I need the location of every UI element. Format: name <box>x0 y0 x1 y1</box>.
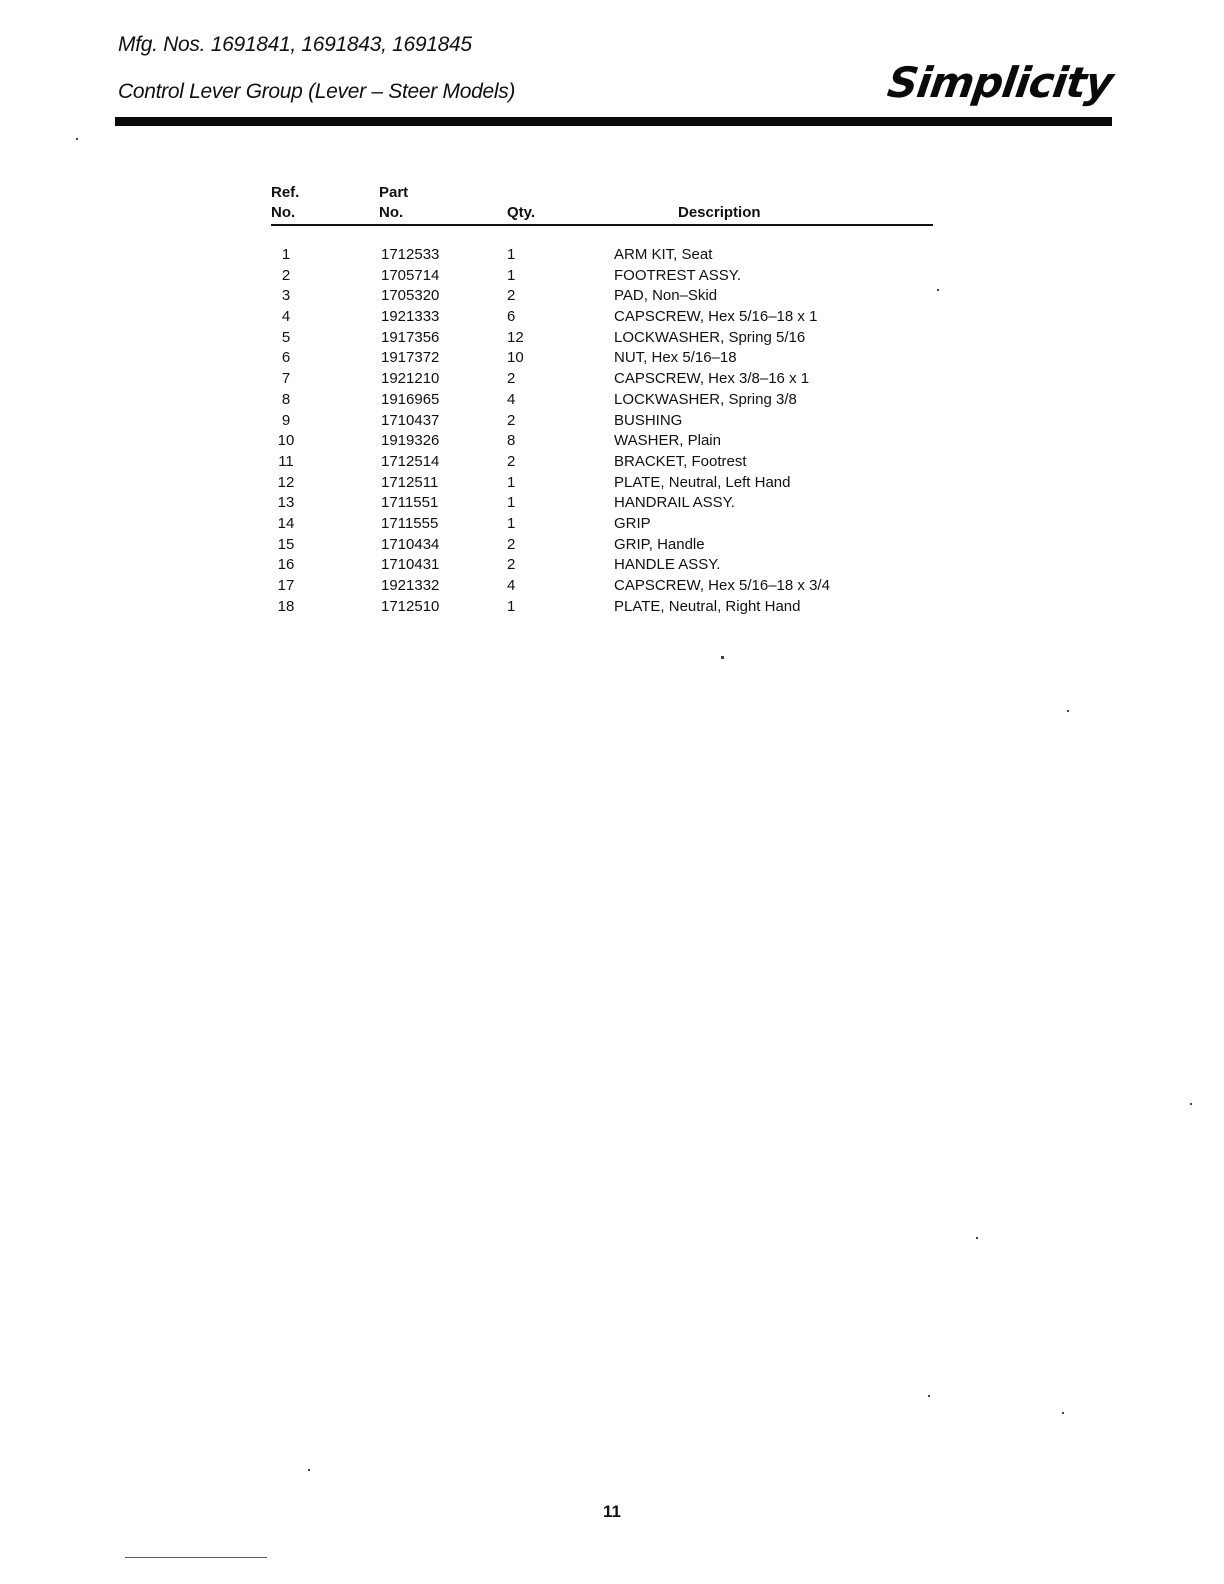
part-number-cell: 1921332 <box>381 577 440 594</box>
description-cell: GRIP, Handle <box>614 535 705 553</box>
table-row <box>271 245 933 266</box>
part-number-cell: 1916965 <box>381 390 440 408</box>
header-description: Description <box>678 204 761 221</box>
description-cell: CAPSCREW, Hex 5/16–18 x 1 <box>614 308 818 326</box>
description-cell: PLATE, Neutral, Right Hand <box>614 597 801 615</box>
description-cell: HANDRAIL ASSY. <box>614 494 735 512</box>
page-number: 11 <box>603 1502 621 1521</box>
ref-cell: 10 <box>277 432 295 450</box>
description-cell: BRACKET, Footrest <box>614 452 747 470</box>
ref-cell: 1 <box>281 246 291 263</box>
part-number-cell: 1711555 <box>381 514 439 532</box>
footer-link-line <box>125 1557 267 1558</box>
table-row <box>271 555 933 576</box>
qty-cell: 1 <box>507 246 516 263</box>
part-number-cell: 1917372 <box>381 349 440 367</box>
part-number-cell: 1712514 <box>381 452 440 470</box>
header-rule <box>115 117 1112 126</box>
header-part-top: Part <box>379 184 409 201</box>
ref-cell: 2 <box>281 266 291 284</box>
table-row <box>271 431 933 452</box>
table-row <box>271 576 933 597</box>
ref-cell: 7 <box>281 370 291 388</box>
qty-cell: 1 <box>507 514 516 532</box>
description-cell: FOOTREST ASSY. <box>614 266 741 284</box>
qty-cell: 2 <box>507 287 516 305</box>
qty-cell: 8 <box>507 432 516 450</box>
part-number-cell: 1712511 <box>381 473 439 491</box>
qty-cell: 2 <box>507 535 516 553</box>
ref-cell: 6 <box>281 349 291 367</box>
scan-speck <box>1190 1103 1192 1105</box>
part-number-cell: 1921210 <box>381 370 440 388</box>
description-cell: CAPSCREW, Hex 3/8–16 x 1 <box>614 370 810 388</box>
ref-cell: 11 <box>278 452 294 470</box>
ref-cell: 8 <box>281 390 291 408</box>
part-number-cell: 1711551 <box>381 494 439 512</box>
description-cell: PAD, Non–Skid <box>614 287 718 305</box>
table-row <box>271 452 933 473</box>
description-cell: BUSHING <box>614 411 683 429</box>
qty-cell: 12 <box>507 328 524 346</box>
part-number-cell: 1710437 <box>381 411 440 429</box>
table-row <box>271 535 933 556</box>
description-cell: PLATE, Neutral, Left Hand <box>614 473 791 491</box>
scan-speck <box>721 656 724 659</box>
description-cell: LOCKWASHER, Spring 3/8 <box>614 390 797 408</box>
header-ref-top: Ref. <box>271 184 300 201</box>
qty-cell: 2 <box>507 556 516 574</box>
header-mfg-numbers: Mfg. Nos. 1691841, 1691843, 1691845 <box>118 33 472 56</box>
qty-cell: 2 <box>507 452 516 470</box>
qty-cell: 10 <box>507 349 524 367</box>
simplicity-logo: Simplicity <box>884 58 1116 107</box>
ref-cell: 4 <box>281 308 291 326</box>
scan-speck <box>76 138 78 140</box>
scan-speck <box>937 289 939 291</box>
description-cell: WASHER, Plain <box>614 432 721 450</box>
ref-cell: 12 <box>277 473 295 491</box>
part-number-cell: 1710431 <box>381 556 440 574</box>
qty-cell: 1 <box>507 266 516 284</box>
ref-cell: 16 <box>277 556 295 574</box>
scan-speck <box>1067 710 1069 712</box>
qty-cell: 6 <box>507 308 516 326</box>
table-row <box>271 348 933 369</box>
description-cell: LOCKWASHER, Spring 5/16 <box>614 328 806 346</box>
qty-cell: 1 <box>507 597 516 615</box>
table-row <box>271 390 933 411</box>
qty-cell: 2 <box>507 370 516 388</box>
table-row <box>271 266 933 287</box>
ref-cell: 17 <box>277 577 295 594</box>
ref-cell: 13 <box>277 494 295 512</box>
part-number-cell: 1705320 <box>381 287 440 305</box>
table-row <box>271 493 933 514</box>
part-number-cell: 1917356 <box>381 328 440 346</box>
description-cell: NUT, Hex 5/16–18 <box>614 349 737 367</box>
scan-speck <box>976 1237 978 1239</box>
description-cell: CAPSCREW, Hex 5/16–18 x 3/4 <box>614 577 830 594</box>
ref-cell: 14 <box>277 514 295 532</box>
scan-speck <box>928 1395 930 1397</box>
table-row <box>271 369 933 390</box>
table-row <box>271 307 933 328</box>
header-group-title: Control Lever Group (Lever – Steer Models) <box>118 80 516 103</box>
table-row <box>271 328 933 349</box>
part-number-cell: 1705714 <box>381 266 440 284</box>
table-rows <box>271 245 933 617</box>
qty-cell: 4 <box>507 577 516 594</box>
scan-speck <box>308 1469 310 1471</box>
description-cell: ARM KIT, Seat <box>614 246 713 263</box>
header-rule-line <box>271 224 933 226</box>
header-qty: Qty. <box>507 204 536 221</box>
ref-cell: 9 <box>281 411 291 429</box>
table-row <box>271 411 933 432</box>
part-number-cell: 1712510 <box>381 597 440 615</box>
qty-cell: 2 <box>507 411 516 429</box>
qty-cell: 1 <box>507 494 516 512</box>
header-part-bottom: No. <box>379 204 404 221</box>
qty-cell: 4 <box>507 390 516 408</box>
ref-cell: 18 <box>277 597 295 615</box>
table-row <box>271 286 933 307</box>
header-ref-bottom: No. <box>271 204 296 221</box>
scan-speck <box>1062 1412 1064 1414</box>
ref-cell: 5 <box>281 328 291 346</box>
part-number-cell: 1919326 <box>381 432 440 450</box>
ref-cell: 3 <box>281 287 291 305</box>
description-cell: HANDLE ASSY. <box>614 556 721 574</box>
part-number-cell: 1710434 <box>381 535 440 553</box>
part-number-cell: 1712533 <box>381 246 440 263</box>
description-cell: GRIP <box>614 514 651 532</box>
qty-cell: 1 <box>507 473 516 491</box>
part-number-cell: 1921333 <box>381 308 440 326</box>
table-row <box>271 514 933 535</box>
table-row <box>271 473 933 494</box>
ref-cell: 15 <box>277 535 295 553</box>
table-row <box>271 597 933 618</box>
